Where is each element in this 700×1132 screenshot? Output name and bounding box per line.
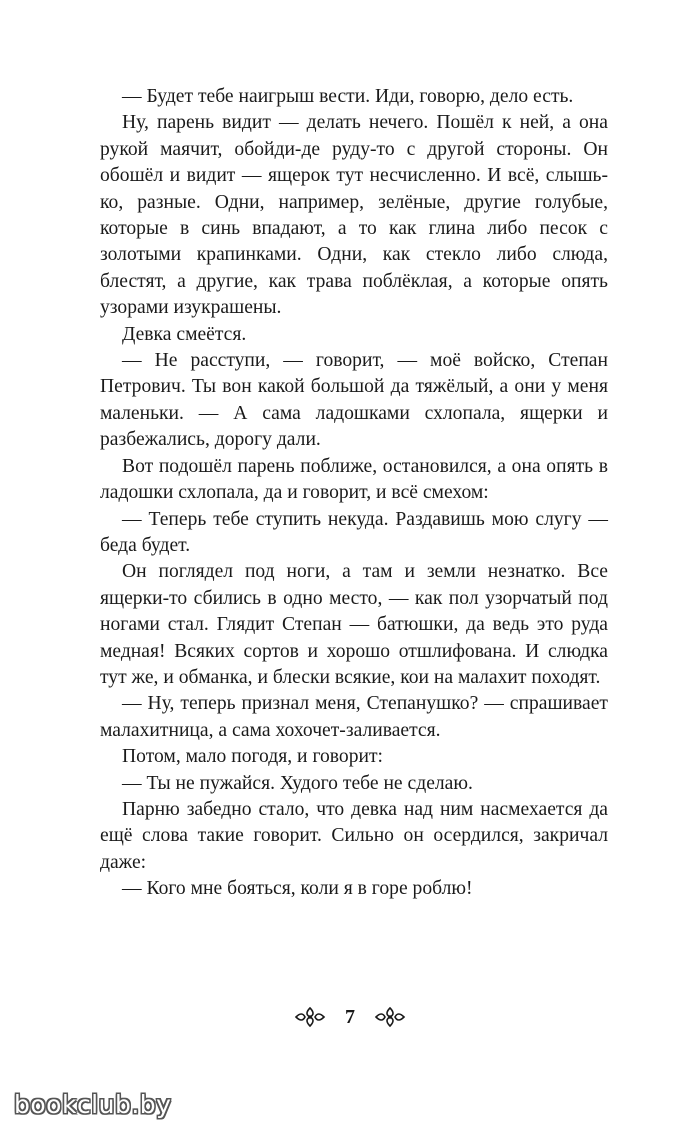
paragraph: — Не расступи, — говорит, — моё войско, Степан Петрович. Ты вон какой большой да тяжёлый, а они у меня маленьки. — А сама ладошками схлопала, ящерки и разбежались, дорогу дали. — [100, 350, 608, 451]
paragraph: — Будет тебе наигрыш вести. Иди, говорю, дело есть. — [122, 86, 574, 107]
paragraph: Девка смеётся. — [122, 323, 247, 345]
fleuron-icon — [293, 1005, 327, 1029]
page-number: 7 — [345, 1005, 355, 1028]
fleuron-icon — [373, 1005, 407, 1029]
paragraph: Ну, парень видит — делать нечего. Пошёл к ней, а она рукой маячит, обойди-де руду-то с другой стороны. Он обошёл и видит — ящерок тут несчисленно. И всё, слышь-ко, разные. Одни, например, зелёные, другие голубые, которые в синь впадают, а то как глина либо песок с золотыми крапинками. Одни, как стекло либо слюда, блестят, а другие, как трава поблёклая, а которые опять узорами изукрашены. — [100, 112, 608, 319]
paragraph: — Ну, теперь признал меня, Степанушко? — спрашивает малахитница, а сама хохочет-заливается. — [100, 693, 608, 741]
page-text — [100, 84, 608, 903]
paragraph: Потом, мало погодя, и говорит: — [122, 746, 383, 768]
paragraph: — Теперь тебе ступить некуда. Раздавишь мою слугу — беда будет. — [100, 508, 608, 556]
paragraph: Он поглядел под ноги, а там и земли незнатко. Все ящерки-то сбились в одно место, — как пол узорчатый под ногами стал. Глядит Степан — батюшки, да ведь это руда медная! Всяких сортов и хорошо отшлифована. И слюдка тут же, и обманка, и блески всякие, кои на малахит походят. — [100, 561, 608, 688]
paragraph: — Ты не пужайся. Худого тебе не сделаю. — [122, 772, 473, 794]
page-folio — [0, 1000, 700, 1034]
paragraph: Вот подошёл парень поближе, остановился, а она опять в ладошки схлопала, да и говорит, и всё смехом: — [100, 455, 608, 504]
watermark: bookclub.by — [14, 1090, 172, 1119]
paragraph: Парню забедно стало, что девка над ним насмехается да ещё слова такие говорит. Сильно он осердился, закричал даже: — [100, 798, 608, 873]
paragraph: — Кого мне бояться, коли я в горе роблю! — [122, 878, 473, 900]
